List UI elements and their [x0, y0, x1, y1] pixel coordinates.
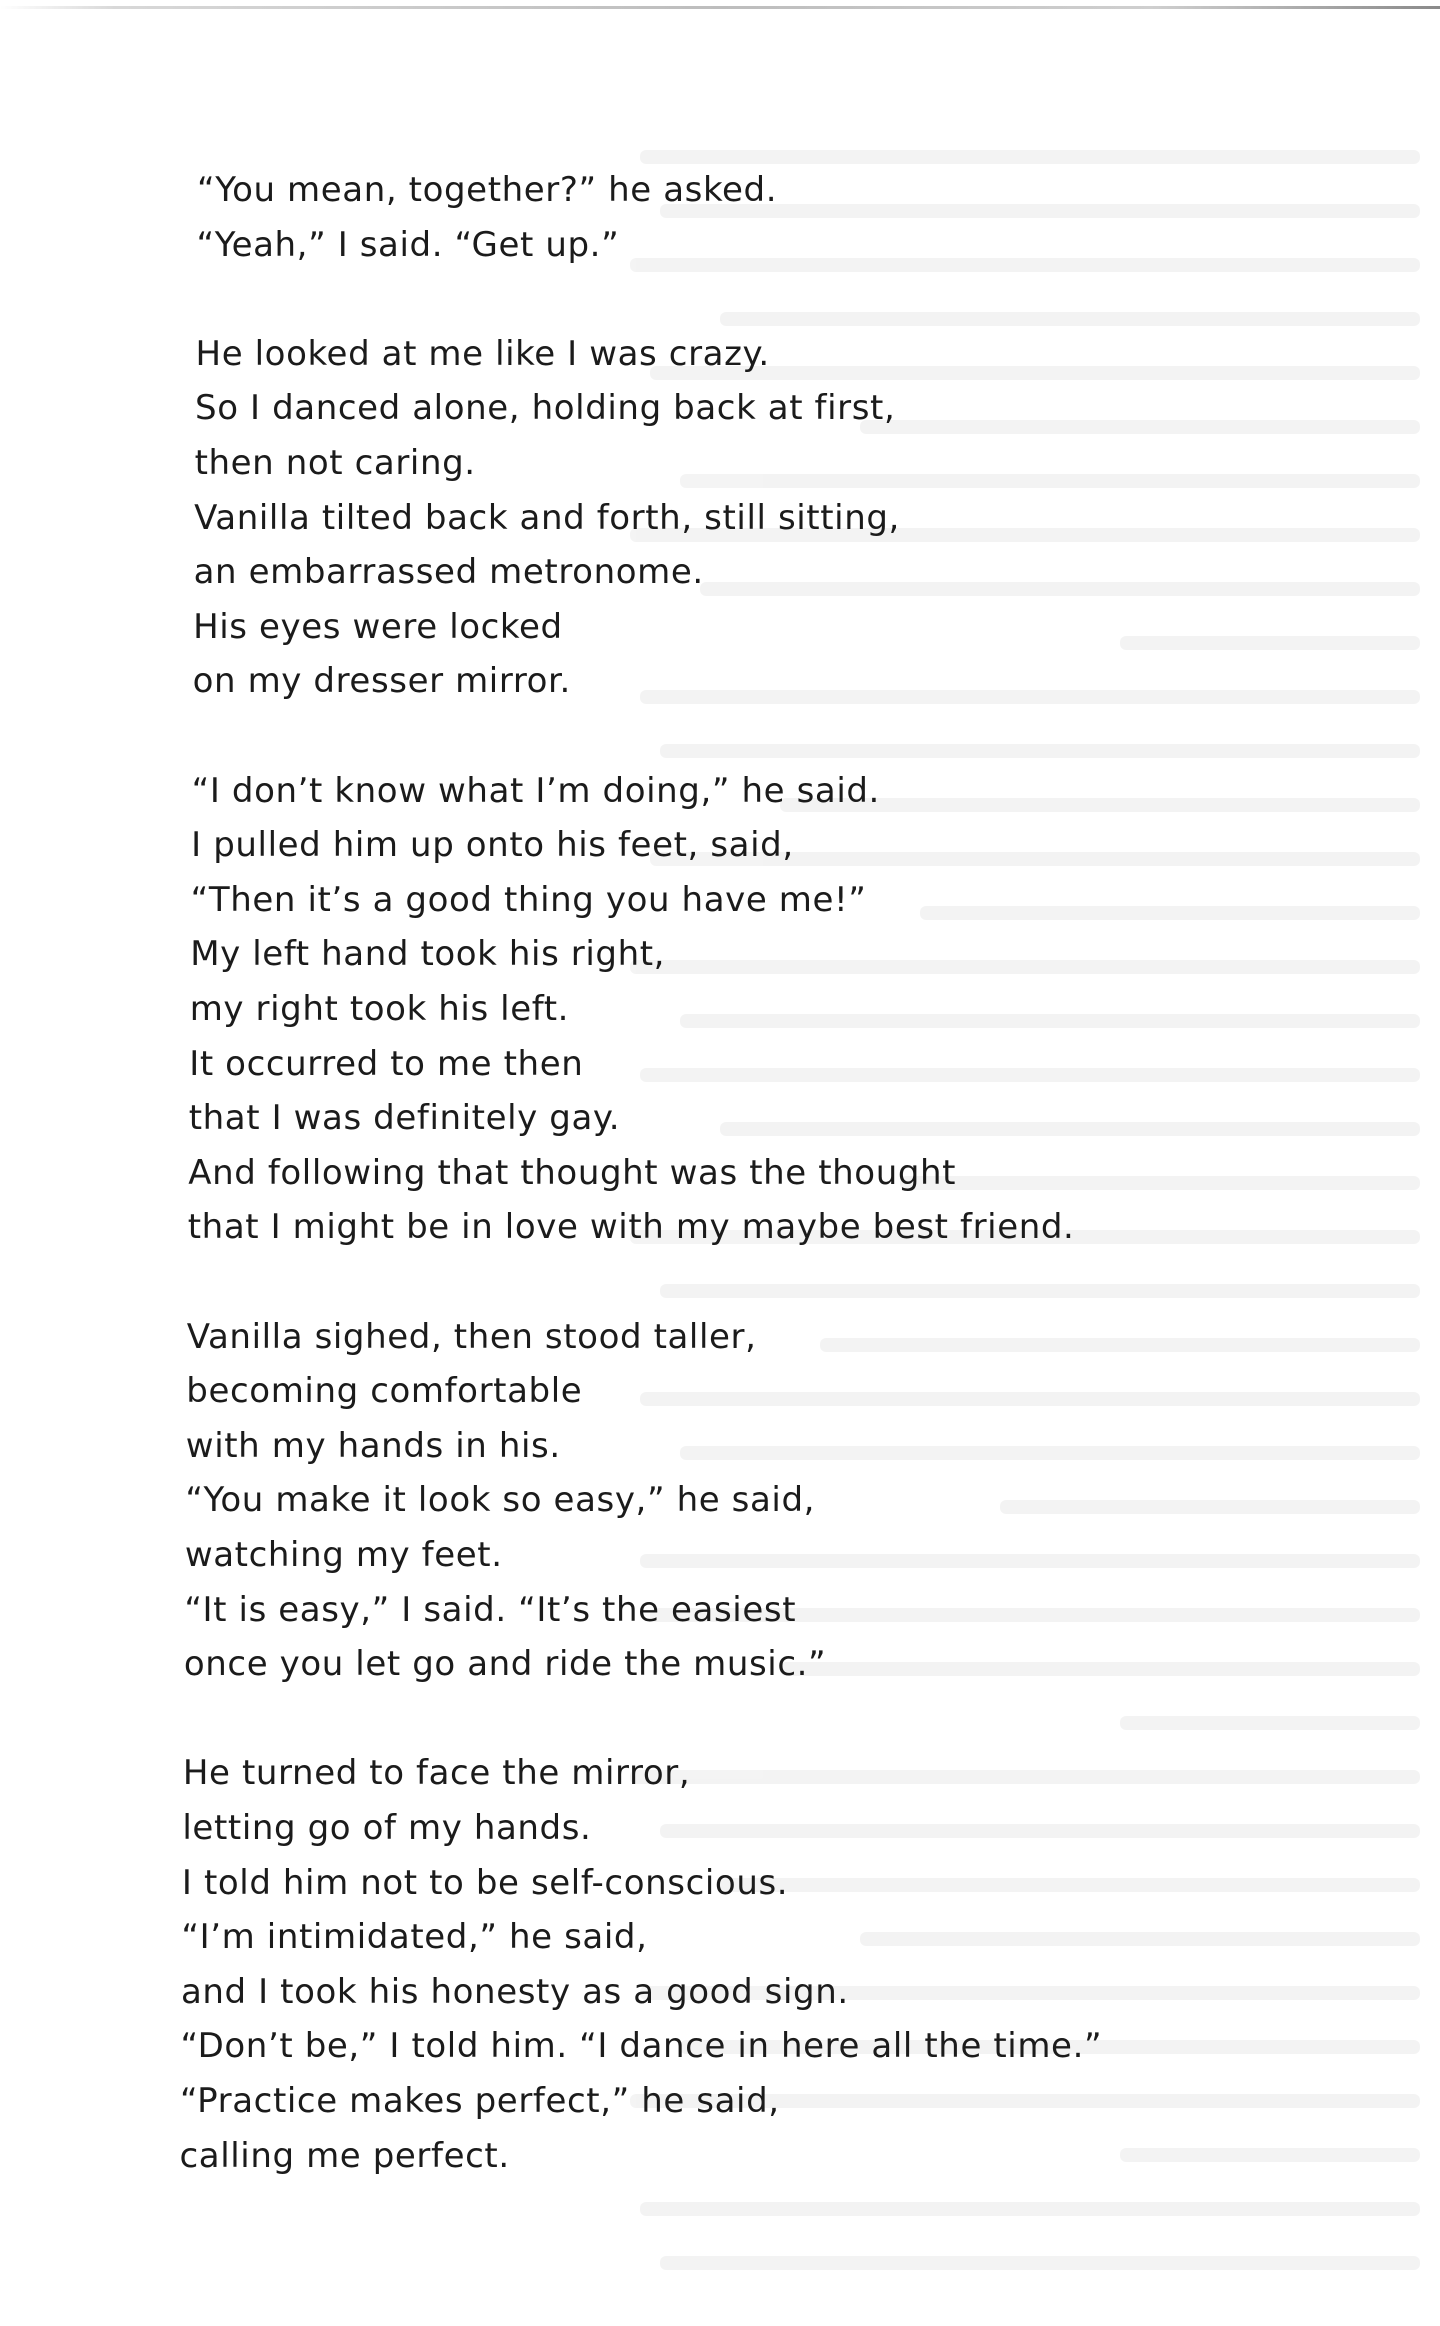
poem-line: I told him not to be self-conscious.	[181, 1862, 789, 1903]
poem-line: He looked at me like I was crazy.	[195, 333, 770, 374]
poem-line: It occurred to me then	[189, 1043, 584, 1084]
poem-line: “Don’t be,” I told him. “I dance in here all the time.”	[180, 2026, 1103, 2067]
poem-line: “You mean, together?” he asked.	[197, 170, 778, 210]
poem-line: “You make it look so easy,” he said,	[185, 1480, 816, 1521]
poem-line: letting go of my hands.	[182, 1808, 592, 1848]
poem-line: calling me perfect.	[179, 2135, 510, 2176]
poem-line: watching my feet.	[184, 1535, 503, 1575]
poem-line: “Practice makes perfect,” he said,	[179, 2081, 780, 2121]
poem-line: once you let go and ride the music.”	[183, 1644, 827, 1685]
poem-line: “Then it’s a good thing you have me!”	[190, 879, 867, 920]
poem-line: “Yeah,” I said. “Get up.”	[196, 224, 620, 265]
poem-line: Vanilla tilted back and forth, still sitting,	[194, 497, 900, 538]
poem-line: and I took his honesty as a good sign.	[180, 1971, 849, 2012]
poem-line: becoming comfortable	[186, 1371, 583, 1412]
poem-line: then not caring.	[194, 443, 476, 483]
poem-line: my right took his left.	[189, 989, 570, 1029]
poem-line: an embarrassed metronome.	[193, 552, 704, 593]
poem-line: “It is easy,” I said. “It’s the easiest	[184, 1589, 797, 1630]
poem-line: My left hand took his right,	[190, 934, 666, 975]
poem-line: Vanilla sighed, then stood taller,	[186, 1316, 757, 1357]
poem-line: And following that thought was the thought	[188, 1152, 957, 1193]
poem-line: on my dresser mirror.	[192, 661, 571, 702]
poem-line: that I might be in love with my maybe best friend.	[187, 1207, 1075, 1248]
poem-line: I pulled him up onto his feet, said,	[191, 825, 794, 866]
poem-line: He turned to face the mirror,	[182, 1753, 691, 1794]
poem-line: “I’m intimidated,” he said,	[181, 1917, 648, 1958]
poem-line: that I was definitely gay.	[188, 1098, 621, 1139]
poem-line: with my hands in his.	[185, 1425, 561, 1466]
poem-line: His eyes were locked	[193, 606, 563, 647]
poem-line: “I don’t know what I’m doing,” he said.	[191, 770, 880, 811]
poem-line: So I danced alone, holding back at first,	[195, 388, 896, 429]
